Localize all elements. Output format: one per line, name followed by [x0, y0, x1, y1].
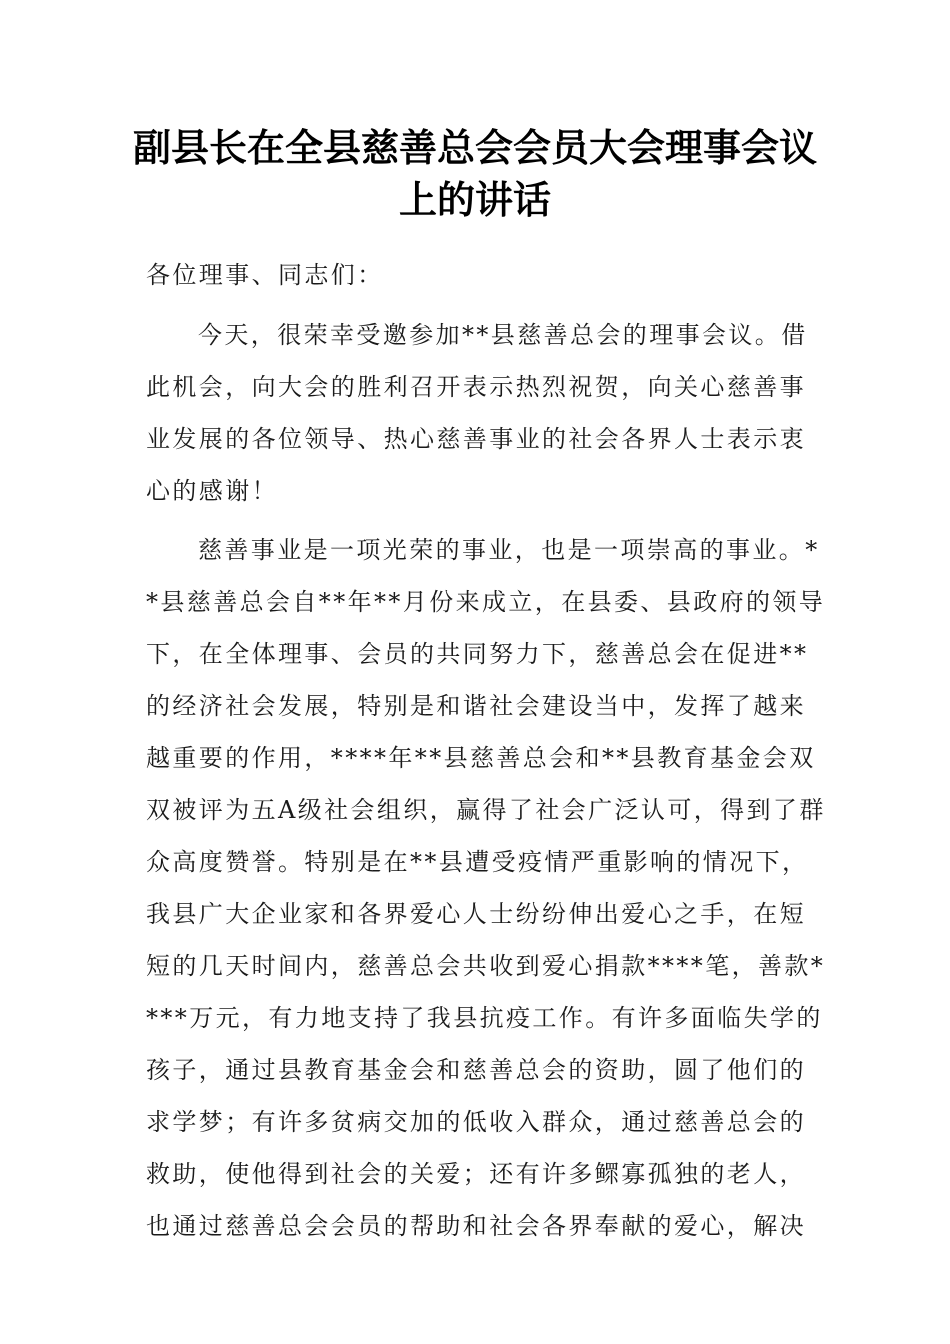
paragraph-1-line: 今天，很荣幸受邀参加**县慈善总会的理事会议。借	[198, 321, 808, 349]
paragraph-2-line: *县慈善总会自**年**月份来成立，在县委、县政府的领导	[146, 588, 826, 616]
paragraph-2-line: 下，在全体理事、会员的共同努力下，慈善总会在促进**	[146, 640, 809, 668]
paragraph-2-line: 越重要的作用，****年**县慈善总会和**县教育基金会双	[146, 744, 816, 772]
paragraph-2-line: 也通过慈善总会会员的帮助和社会各界奉献的爱心，解决	[146, 1212, 806, 1240]
paragraph-2-line: 求学梦；有许多贫病交加的低收入群众，通过慈善总会的	[146, 1108, 806, 1136]
paragraph-2-line: ***万元，有力地支持了我县抗疫工作。有许多面临失学的	[146, 1004, 823, 1032]
paragraph-2-line: 众高度赞誉。特别是在**县遭受疫情严重影响的情况下，	[146, 848, 809, 876]
paragraph-2-line: 救助，使他得到社会的关爱；还有许多鳏寡孤独的老人，	[146, 1160, 806, 1188]
paragraph-2-line: 我县广大企业家和各界爱心人士纷纷伸出爱心之手，在短	[146, 900, 806, 928]
paragraph-2-line: 孩子，通过县教育基金会和慈善总会的资助，圆了他们的	[146, 1056, 806, 1084]
paragraph-2-line: 的经济社会发展，特别是和谐社会建设当中，发挥了越来	[146, 692, 806, 720]
paragraph-1-line: 业发展的各位领导、热心慈善事业的社会各界人士表示衷	[146, 425, 806, 453]
document-title-line-1: 副县长在全县慈善总会会员大会理事会议	[132, 125, 817, 170]
salutation: 各位理事、同志们：	[146, 261, 384, 289]
paragraph-2-line: 慈善事业是一项光荣的事业，也是一项崇高的事业。*	[198, 536, 820, 564]
document-title-line-2: 上的讲话	[398, 177, 551, 222]
paragraph-2-line: 短的几天时间内，慈善总会共收到爱心捐款****笔，善款*	[146, 952, 826, 980]
paragraph-2-line: 双被评为五A级社会组织，赢得了社会广泛认可，得到了群	[146, 796, 826, 824]
paragraph-1-line: 此机会，向大会的胜利召开表示热烈祝贺，向关心慈善事	[146, 373, 806, 401]
paragraph-1-line: 心的感谢！	[146, 477, 278, 505]
